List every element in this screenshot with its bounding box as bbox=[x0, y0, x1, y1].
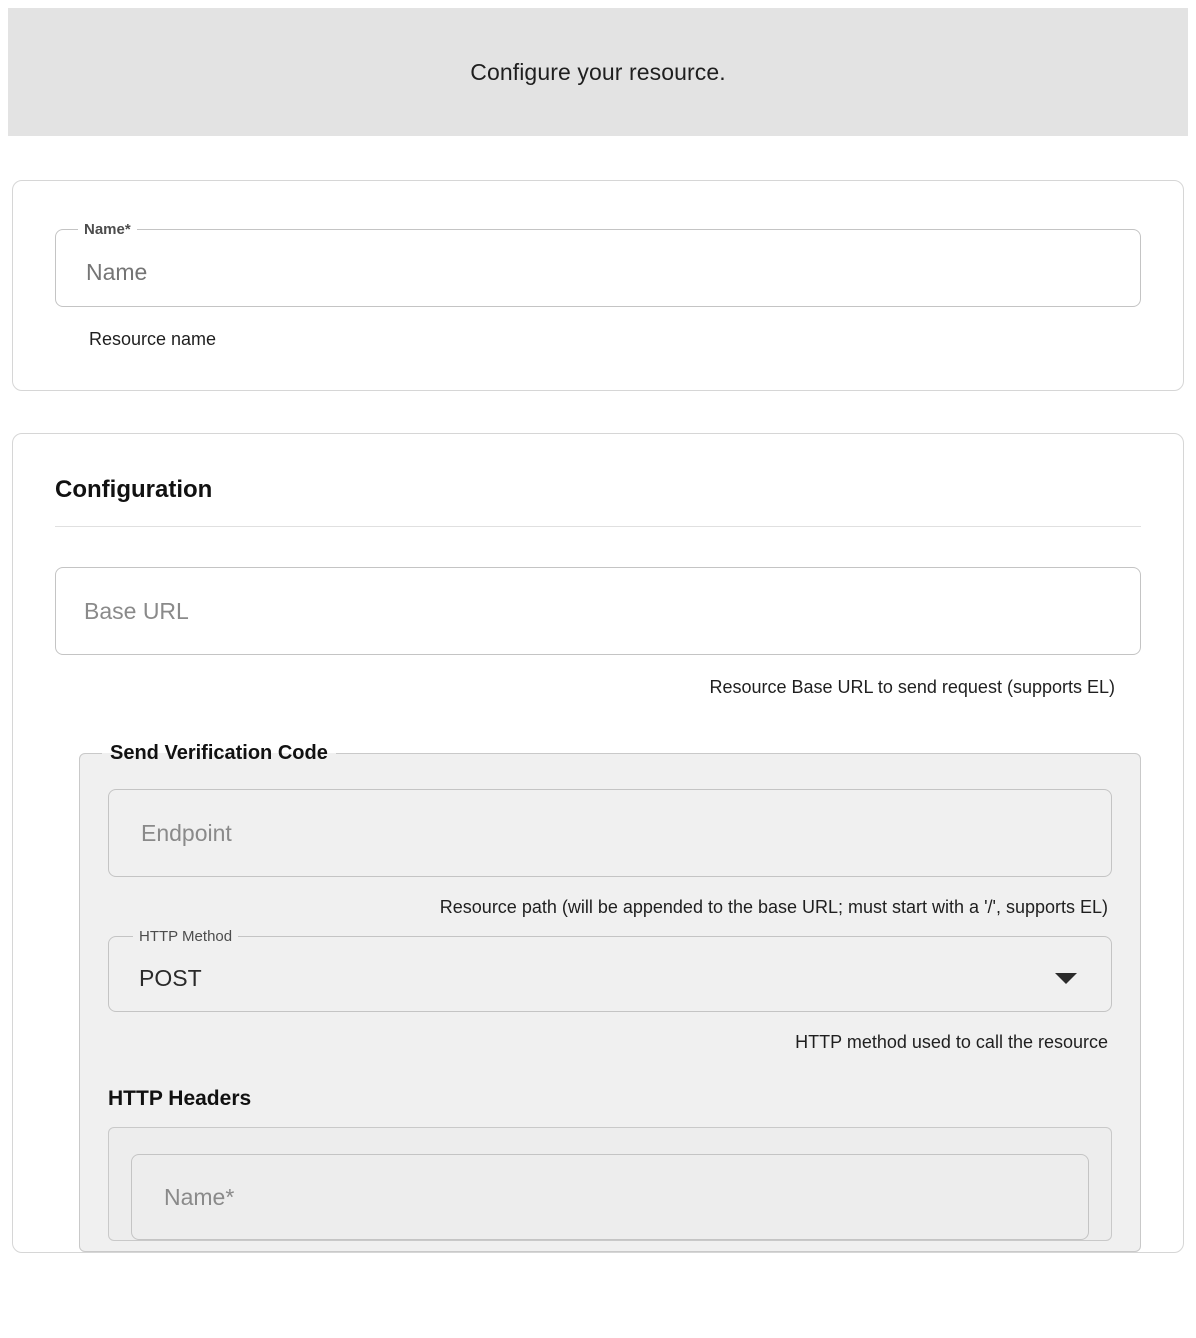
section-divider bbox=[55, 526, 1141, 527]
base-url-input-container[interactable] bbox=[55, 567, 1141, 655]
chevron-down-icon[interactable] bbox=[1055, 973, 1077, 984]
http-method-fieldset bbox=[108, 928, 1112, 1012]
http-header-name-placeholder: Name* bbox=[164, 1183, 235, 1210]
name-card-spacer bbox=[13, 350, 1183, 390]
base-url-field-wrap bbox=[55, 567, 1141, 698]
page-banner bbox=[8, 8, 1188, 136]
base-url-helper-text: Resource Base URL to send request (supports EL) bbox=[709, 677, 1115, 697]
page-title: Configure your resource. bbox=[470, 58, 726, 85]
http-header-name-input-container[interactable] bbox=[131, 1154, 1089, 1240]
http-method-legend: HTTP Method bbox=[139, 928, 233, 945]
send-verification-code-legend: Send Verification Code bbox=[110, 742, 328, 764]
http-headers-panel bbox=[108, 1127, 1112, 1241]
send-verification-code-group bbox=[79, 742, 1141, 1252]
name-helper-text: Resource name bbox=[89, 329, 217, 349]
name-card bbox=[12, 180, 1184, 391]
configuration-card bbox=[12, 433, 1184, 1253]
http-method-select[interactable] bbox=[109, 945, 1111, 1011]
name-field-wrap bbox=[55, 221, 1141, 350]
configuration-section-title: Configuration bbox=[55, 476, 213, 503]
endpoint-placeholder: Endpoint bbox=[141, 819, 232, 846]
endpoint-input-container[interactable] bbox=[108, 789, 1112, 877]
http-headers-title: HTTP Headers bbox=[108, 1087, 252, 1110]
base-url-placeholder: Base URL bbox=[84, 597, 189, 624]
send-verification-code-inner bbox=[80, 789, 1140, 1241]
endpoint-helper-text: Resource path (will be appended to the base URL; must start with a '/', supports EL) bbox=[439, 897, 1108, 917]
name-input[interactable] bbox=[56, 238, 1140, 306]
http-method-value: POST bbox=[139, 964, 202, 991]
name-fieldset bbox=[55, 221, 1141, 307]
name-field-legend: Name* bbox=[84, 221, 131, 238]
http-method-helper-text: HTTP method used to call the resource bbox=[795, 1032, 1108, 1052]
